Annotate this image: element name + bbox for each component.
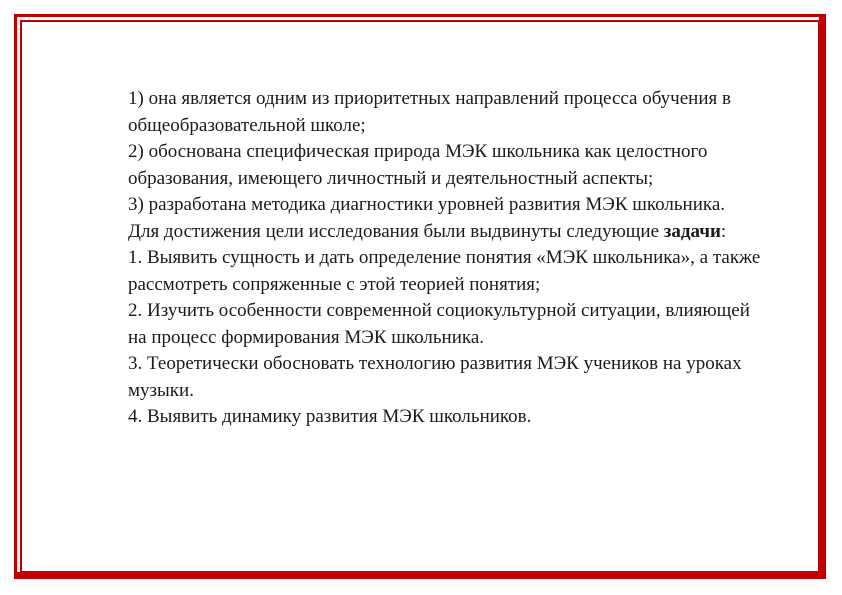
slide-text-body bbox=[128, 86, 768, 431]
tasks-intro bbox=[128, 219, 768, 246]
result-item-3: 3) разработана методика диагностики уровней развития МЭК школьника. bbox=[128, 194, 726, 215]
task-item-1: 1. Выявить сущность и дать определение понятия «МЭК школьника», а также рассмотреть сопряженные с этой теорией понятия; bbox=[128, 247, 761, 295]
tasks-intro-colon: : bbox=[720, 220, 727, 242]
result-item-2: 2) обоснована специфическая природа МЭК школьника как целостного образования, имеющего личностный и деятельностный аспекты; bbox=[128, 141, 708, 189]
result-item-1: 1) она является одним из приоритетных направлений процесса обучения в общеобразовательной школе; bbox=[128, 88, 731, 136]
task-item-4: 4. Выявить динамику развития МЭК школьников. bbox=[128, 406, 532, 427]
frame-shadow-bottom bbox=[14, 572, 826, 579]
frame-shadow-right bbox=[819, 14, 826, 579]
tasks-keyword: задачи bbox=[663, 220, 721, 242]
task-item-2: 2. Изучить особенности современной социокультурной ситуации, влияющей на процесс формирования МЭК школьника. bbox=[128, 300, 750, 348]
tasks-intro-text: Для достижения цели исследования были выдвинуты следующие bbox=[128, 220, 664, 242]
task-item-3: 3. Теоретически обосновать технологию развития МЭК учеников на уроках музыки. bbox=[128, 353, 742, 401]
